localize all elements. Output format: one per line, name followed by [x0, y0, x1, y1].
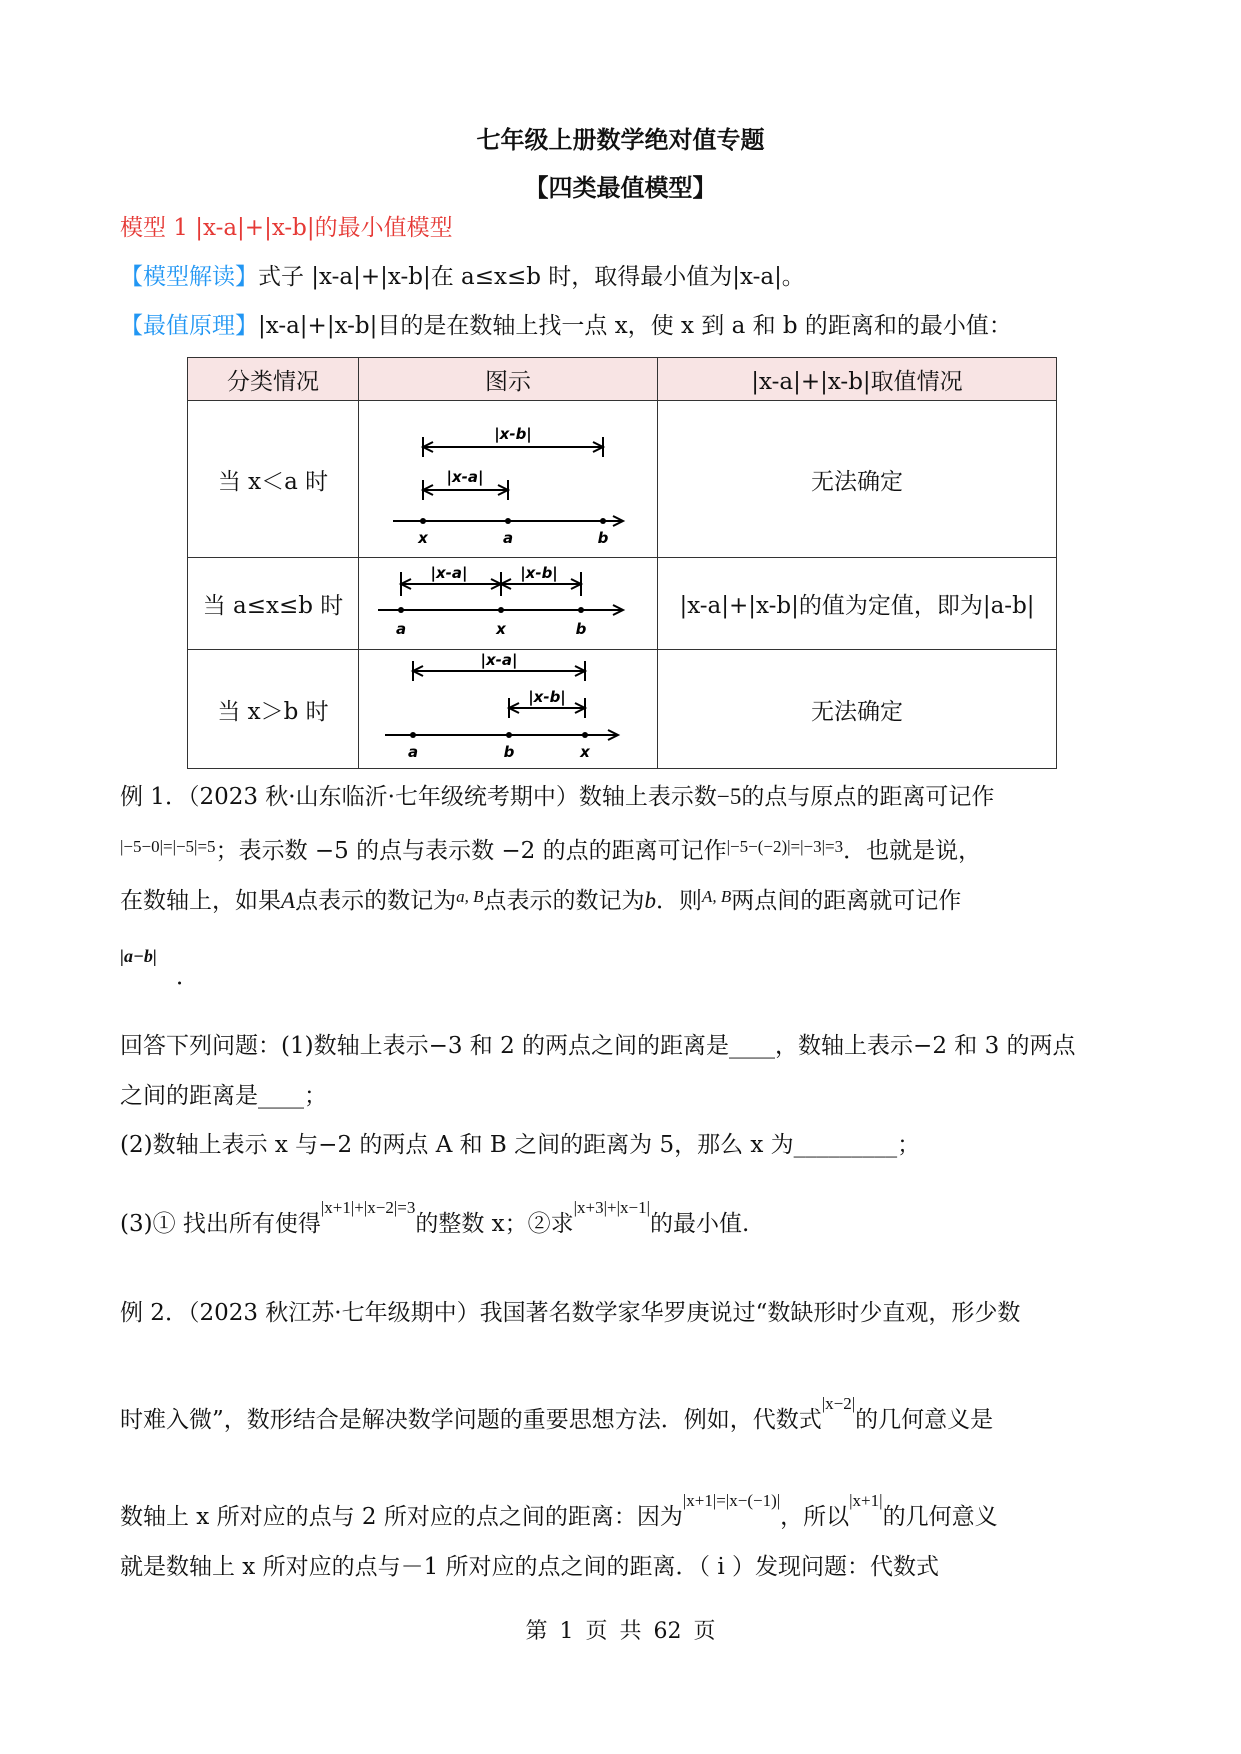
footer-text: 第 [525, 1619, 548, 1644]
text: 的最小值. [650, 1211, 750, 1237]
page-total: 62 [653, 1619, 682, 1644]
question1b: 之间的距离是____； [120, 1083, 327, 1109]
label-top: |x-b| [494, 425, 532, 443]
label-right: |x-b| [520, 563, 558, 582]
reading-text: 式子 |x-a|+|x-b|在 a≤x≤b 时，取得最小值为|x-a|。 [258, 264, 805, 290]
math-inline: a, B [456, 887, 484, 906]
doc-subtitle: 【四类最值模型】 [524, 173, 717, 202]
question1: 回答下列问题：(1)数轴上表示−3 和 2 的两点之间的距离是____，数轴上表示−2 和 3 的两点 [120, 1033, 1076, 1059]
question2: (2)数轴上表示 x 与−2 的两点 A 和 B 之间的距离为 5，那么 x 为_________； [120, 1132, 921, 1158]
point-label: a [407, 743, 419, 761]
number-line-diagram-2 [363, 560, 653, 648]
math-inline: |x+3|+|x−1| [573, 1198, 651, 1217]
model-reading [120, 262, 805, 292]
math-inline: |a−b| [120, 946, 157, 966]
text: ；表示数 −5 的点与表示数 −2 的点的距离可记作 [215, 838, 727, 864]
text: 点表示的数记为 [295, 888, 457, 914]
point-label: a [502, 529, 514, 547]
text: 的点与原点的距离可记作 [741, 784, 995, 810]
table-header-row [188, 358, 1057, 401]
result-cell: 无法确定 [658, 650, 1057, 769]
point-label: a [395, 619, 407, 638]
label-top: |x-a| [480, 653, 518, 669]
header-case: 分类情况 [188, 358, 359, 401]
point-label: b [575, 619, 587, 638]
question3 [120, 1193, 749, 1239]
table-row [188, 401, 1057, 558]
result-cell: |x-a|+|x-b|的值为定值，即为|a-b| [658, 558, 1057, 650]
case-cell: 当 a≤x≤b 时 [188, 558, 359, 650]
number-line-diagram-3 [363, 653, 653, 765]
example2-line3 [120, 1486, 998, 1532]
math-inline: A, B [701, 887, 732, 906]
math-inline: |x+1| [849, 1491, 883, 1510]
example1-line3 [120, 882, 961, 916]
example2-line1: 例 2．（2023 秋江苏·七年级期中）我国著名数学家华罗庚说过“数缺形时少直观，形少数 [120, 1300, 1021, 1326]
doc-title: 七年级上册数学绝对值专题 [476, 125, 765, 154]
table-row [188, 558, 1057, 650]
footer-text: 共 [619, 1619, 642, 1644]
math-inline: |x+1|=|x−(−1)| [682, 1491, 781, 1510]
model-principle [120, 311, 1012, 341]
reading-tag: 【模型解读】 [120, 264, 258, 290]
text: 时难入微”，数形结合是解决数学问题的重要思想方法．例如，代数式 [120, 1407, 822, 1433]
diagram-cell [359, 650, 658, 769]
math-inline: |x−2| [821, 1394, 856, 1413]
example1-dot: ． [176, 964, 199, 990]
number-line-diagram-1 [363, 409, 653, 549]
text: 点表示的数记为 [483, 888, 645, 914]
point-label: x [496, 619, 506, 638]
label-bottom: |x-b| [528, 688, 566, 706]
text: ．也就是说， [843, 838, 982, 864]
math-inline: A [281, 888, 296, 913]
math-inline: |−5−(−2)|=|−3|=3 [726, 837, 844, 856]
text: 在数轴上，如果 [120, 888, 281, 914]
header-result: |x-a|+|x-b|取值情况 [658, 358, 1057, 401]
footer-text: 页 [693, 1619, 716, 1644]
point-label: x [580, 743, 590, 761]
diagram-cell [359, 401, 658, 558]
header-diagram: 图示 [359, 358, 658, 401]
model1-heading: 模型 1 |x-a|+|x-b|的最小值模型 [120, 215, 453, 241]
math-inline: −5 [716, 784, 742, 809]
result-cell: 无法确定 [658, 401, 1057, 558]
principle-tag: 【最值原理】 [120, 313, 258, 339]
example2-line2 [120, 1389, 993, 1435]
model-table [187, 357, 1057, 769]
math-inline: |x+1|+|x−2|=3 [320, 1198, 416, 1217]
example1-line4 [120, 940, 157, 971]
point-label: b [503, 743, 515, 761]
text: 例 1．（2023 秋·山东临沂·七年级统考期中）数轴上表示数 [120, 784, 717, 810]
example1-line1 [120, 782, 994, 812]
example2-line4: 就是数轴上 x 所对应的点与－1 所对应的点之间的距离．（ i ）发现问题：代数式 [120, 1554, 940, 1580]
footer-text: 页 [585, 1619, 608, 1644]
text: ．则 [655, 888, 702, 914]
label-bottom: |x-a| [446, 468, 484, 486]
point-label: x [418, 529, 428, 547]
table-row [188, 650, 1057, 769]
math-inline: b [644, 888, 656, 913]
diagram-cell [359, 558, 658, 650]
label-left: |x-a| [430, 563, 468, 582]
text: 的几何意义是 [855, 1407, 994, 1433]
example1-line2 [120, 832, 981, 866]
text: 两点间的距离就可记作 [731, 888, 962, 914]
text: 数轴上 x 所对应的点与 2 所对应的点之间的距离：因为 [120, 1504, 683, 1530]
text: 的整数 x；②求 [415, 1211, 574, 1237]
text: ，所以 [780, 1504, 850, 1530]
point-label: b [597, 529, 609, 547]
case-cell: 当 x＜a 时 [188, 401, 359, 558]
principle-text: |x-a|+|x-b|目的是在数轴上找一点 x，使 x 到 a 和 b 的距离和的最小值： [258, 313, 1012, 339]
math-inline: |−5−0|=|−5|=5 [120, 837, 216, 856]
text: (3)① 找出所有使得 [120, 1211, 321, 1237]
case-cell: 当 x＞b 时 [188, 650, 359, 769]
text: 的几何意义 [882, 1504, 998, 1530]
page-footer [0, 1614, 1241, 1645]
page-number: 1 [559, 1619, 574, 1644]
